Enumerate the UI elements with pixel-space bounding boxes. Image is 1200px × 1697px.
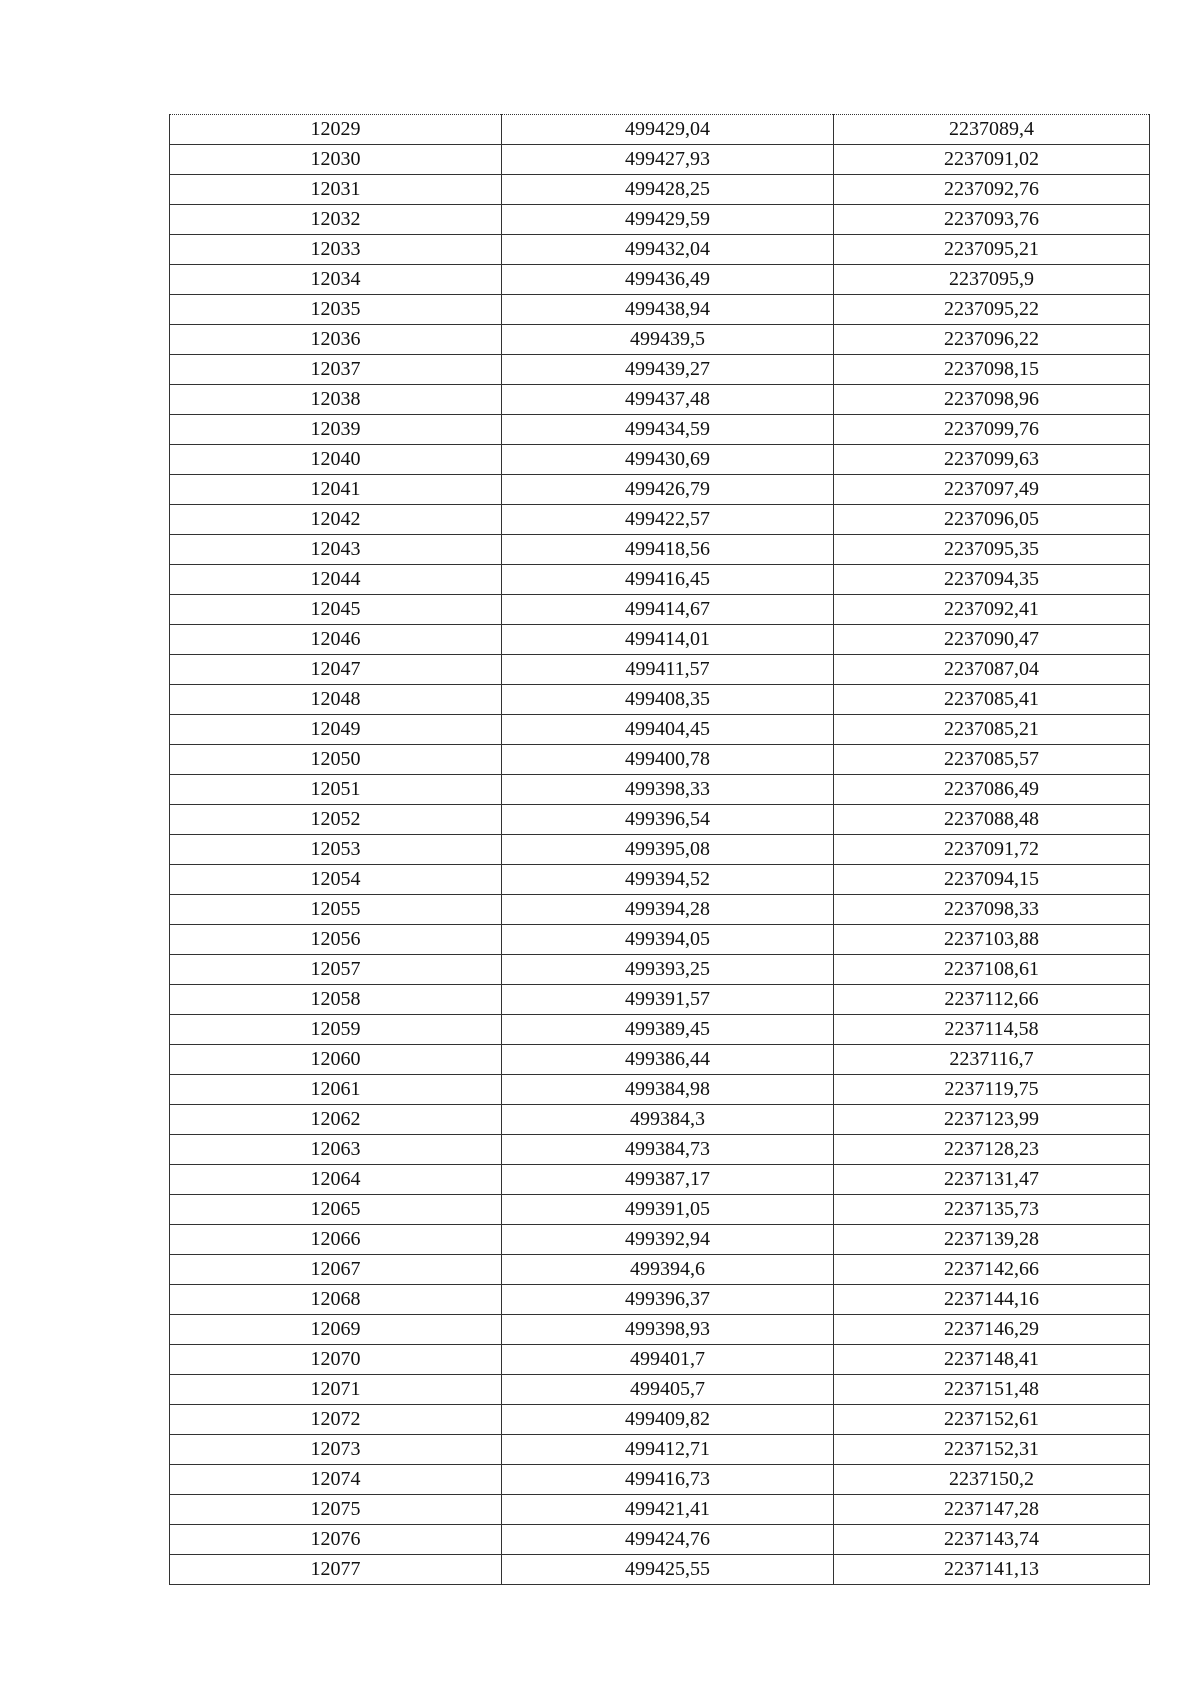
coordinates-table <box>169 114 1150 1585</box>
y-coordinate-cell: 2237095,35 <box>834 535 1150 565</box>
x-coordinate-cell: 499393,25 <box>502 955 834 985</box>
table-row <box>170 955 1150 985</box>
point-number-cell: 12033 <box>170 235 502 265</box>
y-coordinate-cell: 2237089,4 <box>834 115 1150 145</box>
y-coordinate-cell: 2237087,04 <box>834 655 1150 685</box>
y-coordinate-cell: 2237123,99 <box>834 1105 1150 1135</box>
point-number-cell: 12077 <box>170 1555 502 1585</box>
table-row <box>170 1555 1150 1585</box>
coordinates-table-body <box>170 115 1150 1585</box>
point-number-cell: 12047 <box>170 655 502 685</box>
point-number-cell: 12046 <box>170 625 502 655</box>
x-coordinate-cell: 499434,59 <box>502 415 834 445</box>
x-coordinate-cell: 499395,08 <box>502 835 834 865</box>
table-row <box>170 565 1150 595</box>
x-coordinate-cell: 499425,55 <box>502 1555 834 1585</box>
y-coordinate-cell: 2237152,61 <box>834 1405 1150 1435</box>
point-number-cell: 12054 <box>170 865 502 895</box>
y-coordinate-cell: 2237085,41 <box>834 685 1150 715</box>
x-coordinate-cell: 499412,71 <box>502 1435 834 1465</box>
table-row <box>170 1045 1150 1075</box>
y-coordinate-cell: 2237151,48 <box>834 1375 1150 1405</box>
x-coordinate-cell: 499404,45 <box>502 715 834 745</box>
point-number-cell: 12041 <box>170 475 502 505</box>
point-number-cell: 12061 <box>170 1075 502 1105</box>
x-coordinate-cell: 499438,94 <box>502 295 834 325</box>
table-row <box>170 1495 1150 1525</box>
table-row <box>170 145 1150 175</box>
x-coordinate-cell: 499391,57 <box>502 985 834 1015</box>
x-coordinate-cell: 499429,59 <box>502 205 834 235</box>
point-number-cell: 12059 <box>170 1015 502 1045</box>
x-coordinate-cell: 499398,93 <box>502 1315 834 1345</box>
y-coordinate-cell: 2237146,29 <box>834 1315 1150 1345</box>
table-row <box>170 655 1150 685</box>
x-coordinate-cell: 499421,41 <box>502 1495 834 1525</box>
table-row <box>170 775 1150 805</box>
y-coordinate-cell: 2237096,05 <box>834 505 1150 535</box>
y-coordinate-cell: 2237098,15 <box>834 355 1150 385</box>
table-row <box>170 325 1150 355</box>
point-number-cell: 12056 <box>170 925 502 955</box>
x-coordinate-cell: 499414,01 <box>502 625 834 655</box>
table-row <box>170 1375 1150 1405</box>
x-coordinate-cell: 499416,73 <box>502 1465 834 1495</box>
y-coordinate-cell: 2237096,22 <box>834 325 1150 355</box>
table-row <box>170 805 1150 835</box>
point-number-cell: 12062 <box>170 1105 502 1135</box>
point-number-cell: 12044 <box>170 565 502 595</box>
table-row <box>170 745 1150 775</box>
table-row <box>170 175 1150 205</box>
x-coordinate-cell: 499408,35 <box>502 685 834 715</box>
point-number-cell: 12060 <box>170 1045 502 1075</box>
y-coordinate-cell: 2237088,48 <box>834 805 1150 835</box>
x-coordinate-cell: 499416,45 <box>502 565 834 595</box>
point-number-cell: 12036 <box>170 325 502 355</box>
table-row <box>170 1255 1150 1285</box>
y-coordinate-cell: 2237108,61 <box>834 955 1150 985</box>
y-coordinate-cell: 2237098,33 <box>834 895 1150 925</box>
point-number-cell: 12049 <box>170 715 502 745</box>
table-row <box>170 385 1150 415</box>
table-row <box>170 1525 1150 1555</box>
y-coordinate-cell: 2237128,23 <box>834 1135 1150 1165</box>
point-number-cell: 12034 <box>170 265 502 295</box>
table-row <box>170 595 1150 625</box>
y-coordinate-cell: 2237099,76 <box>834 415 1150 445</box>
point-number-cell: 12038 <box>170 385 502 415</box>
point-number-cell: 12069 <box>170 1315 502 1345</box>
x-coordinate-cell: 499384,98 <box>502 1075 834 1105</box>
y-coordinate-cell: 2237094,15 <box>834 865 1150 895</box>
x-coordinate-cell: 499418,56 <box>502 535 834 565</box>
point-number-cell: 12075 <box>170 1495 502 1525</box>
x-coordinate-cell: 499411,57 <box>502 655 834 685</box>
table-row <box>170 1405 1150 1435</box>
y-coordinate-cell: 2237141,13 <box>834 1555 1150 1585</box>
point-number-cell: 12035 <box>170 295 502 325</box>
table-row <box>170 625 1150 655</box>
table-row <box>170 445 1150 475</box>
x-coordinate-cell: 499384,3 <box>502 1105 834 1135</box>
point-number-cell: 12045 <box>170 595 502 625</box>
point-number-cell: 12066 <box>170 1225 502 1255</box>
y-coordinate-cell: 2237099,63 <box>834 445 1150 475</box>
x-coordinate-cell: 499396,37 <box>502 1285 834 1315</box>
x-coordinate-cell: 499432,04 <box>502 235 834 265</box>
table-row <box>170 1465 1150 1495</box>
point-number-cell: 12074 <box>170 1465 502 1495</box>
y-coordinate-cell: 2237095,22 <box>834 295 1150 325</box>
point-number-cell: 12048 <box>170 685 502 715</box>
x-coordinate-cell: 499401,7 <box>502 1345 834 1375</box>
table-row <box>170 715 1150 745</box>
x-coordinate-cell: 499436,49 <box>502 265 834 295</box>
x-coordinate-cell: 499430,69 <box>502 445 834 475</box>
y-coordinate-cell: 2237131,47 <box>834 1165 1150 1195</box>
x-coordinate-cell: 499439,5 <box>502 325 834 355</box>
y-coordinate-cell: 2237094,35 <box>834 565 1150 595</box>
point-number-cell: 12052 <box>170 805 502 835</box>
y-coordinate-cell: 2237114,58 <box>834 1015 1150 1045</box>
point-number-cell: 12037 <box>170 355 502 385</box>
table-row <box>170 925 1150 955</box>
table-row <box>170 895 1150 925</box>
table-row <box>170 1345 1150 1375</box>
x-coordinate-cell: 499384,73 <box>502 1135 834 1165</box>
table-row <box>170 295 1150 325</box>
x-coordinate-cell: 499394,52 <box>502 865 834 895</box>
point-number-cell: 12057 <box>170 955 502 985</box>
point-number-cell: 12050 <box>170 745 502 775</box>
x-coordinate-cell: 499424,76 <box>502 1525 834 1555</box>
point-number-cell: 12072 <box>170 1405 502 1435</box>
x-coordinate-cell: 499392,94 <box>502 1225 834 1255</box>
y-coordinate-cell: 2237097,49 <box>834 475 1150 505</box>
y-coordinate-cell: 2237095,9 <box>834 265 1150 295</box>
x-coordinate-cell: 499394,05 <box>502 925 834 955</box>
y-coordinate-cell: 2237142,66 <box>834 1255 1150 1285</box>
table-row <box>170 865 1150 895</box>
table-row <box>170 1015 1150 1045</box>
y-coordinate-cell: 2237095,21 <box>834 235 1150 265</box>
table-row <box>170 505 1150 535</box>
table-row <box>170 1105 1150 1135</box>
point-number-cell: 12040 <box>170 445 502 475</box>
x-coordinate-cell: 499409,82 <box>502 1405 834 1435</box>
point-number-cell: 12065 <box>170 1195 502 1225</box>
x-coordinate-cell: 499396,54 <box>502 805 834 835</box>
y-coordinate-cell: 2237139,28 <box>834 1225 1150 1255</box>
x-coordinate-cell: 499394,28 <box>502 895 834 925</box>
y-coordinate-cell: 2237150,2 <box>834 1465 1150 1495</box>
table-row <box>170 1135 1150 1165</box>
x-coordinate-cell: 499426,79 <box>502 475 834 505</box>
point-number-cell: 12032 <box>170 205 502 235</box>
x-coordinate-cell: 499439,27 <box>502 355 834 385</box>
point-number-cell: 12073 <box>170 1435 502 1465</box>
point-number-cell: 12042 <box>170 505 502 535</box>
y-coordinate-cell: 2237144,16 <box>834 1285 1150 1315</box>
y-coordinate-cell: 2237085,21 <box>834 715 1150 745</box>
y-coordinate-cell: 2237091,02 <box>834 145 1150 175</box>
point-number-cell: 12058 <box>170 985 502 1015</box>
y-coordinate-cell: 2237098,96 <box>834 385 1150 415</box>
y-coordinate-cell: 2237116,7 <box>834 1045 1150 1075</box>
y-coordinate-cell: 2237085,57 <box>834 745 1150 775</box>
table-row <box>170 235 1150 265</box>
point-number-cell: 12064 <box>170 1165 502 1195</box>
table-row <box>170 535 1150 565</box>
point-number-cell: 12051 <box>170 775 502 805</box>
point-number-cell: 12029 <box>170 115 502 145</box>
x-coordinate-cell: 499391,05 <box>502 1195 834 1225</box>
point-number-cell: 12043 <box>170 535 502 565</box>
y-coordinate-cell: 2237090,47 <box>834 625 1150 655</box>
table-row <box>170 205 1150 235</box>
point-number-cell: 12070 <box>170 1345 502 1375</box>
x-coordinate-cell: 499422,57 <box>502 505 834 535</box>
point-number-cell: 12067 <box>170 1255 502 1285</box>
x-coordinate-cell: 499398,33 <box>502 775 834 805</box>
y-coordinate-cell: 2237112,66 <box>834 985 1150 1015</box>
point-number-cell: 12068 <box>170 1285 502 1315</box>
table-row <box>170 1315 1150 1345</box>
table-row <box>170 1285 1150 1315</box>
table-row <box>170 415 1150 445</box>
x-coordinate-cell: 499386,44 <box>502 1045 834 1075</box>
x-coordinate-cell: 499387,17 <box>502 1165 834 1195</box>
table-row <box>170 265 1150 295</box>
y-coordinate-cell: 2237143,74 <box>834 1525 1150 1555</box>
x-coordinate-cell: 499405,7 <box>502 1375 834 1405</box>
y-coordinate-cell: 2237147,28 <box>834 1495 1150 1525</box>
x-coordinate-cell: 499389,45 <box>502 1015 834 1045</box>
y-coordinate-cell: 2237091,72 <box>834 835 1150 865</box>
table-row <box>170 1075 1150 1105</box>
y-coordinate-cell: 2237092,76 <box>834 175 1150 205</box>
x-coordinate-cell: 499427,93 <box>502 145 834 175</box>
table-row <box>170 835 1150 865</box>
table-row <box>170 355 1150 385</box>
point-number-cell: 12071 <box>170 1375 502 1405</box>
table-row <box>170 1435 1150 1465</box>
point-number-cell: 12055 <box>170 895 502 925</box>
table-row <box>170 1195 1150 1225</box>
table-row <box>170 1165 1150 1195</box>
table-row <box>170 685 1150 715</box>
y-coordinate-cell: 2237093,76 <box>834 205 1150 235</box>
x-coordinate-cell: 499394,6 <box>502 1255 834 1285</box>
x-coordinate-cell: 499400,78 <box>502 745 834 775</box>
point-number-cell: 12063 <box>170 1135 502 1165</box>
x-coordinate-cell: 499429,04 <box>502 115 834 145</box>
x-coordinate-cell: 499428,25 <box>502 175 834 205</box>
y-coordinate-cell: 2237148,41 <box>834 1345 1150 1375</box>
table-row <box>170 115 1150 145</box>
table-row <box>170 985 1150 1015</box>
y-coordinate-cell: 2237092,41 <box>834 595 1150 625</box>
point-number-cell: 12053 <box>170 835 502 865</box>
point-number-cell: 12030 <box>170 145 502 175</box>
y-coordinate-cell: 2237152,31 <box>834 1435 1150 1465</box>
x-coordinate-cell: 499414,67 <box>502 595 834 625</box>
table-row <box>170 475 1150 505</box>
y-coordinate-cell: 2237135,73 <box>834 1195 1150 1225</box>
y-coordinate-cell: 2237086,49 <box>834 775 1150 805</box>
point-number-cell: 12076 <box>170 1525 502 1555</box>
table-row <box>170 1225 1150 1255</box>
x-coordinate-cell: 499437,48 <box>502 385 834 415</box>
y-coordinate-cell: 2237119,75 <box>834 1075 1150 1105</box>
y-coordinate-cell: 2237103,88 <box>834 925 1150 955</box>
point-number-cell: 12031 <box>170 175 502 205</box>
point-number-cell: 12039 <box>170 415 502 445</box>
